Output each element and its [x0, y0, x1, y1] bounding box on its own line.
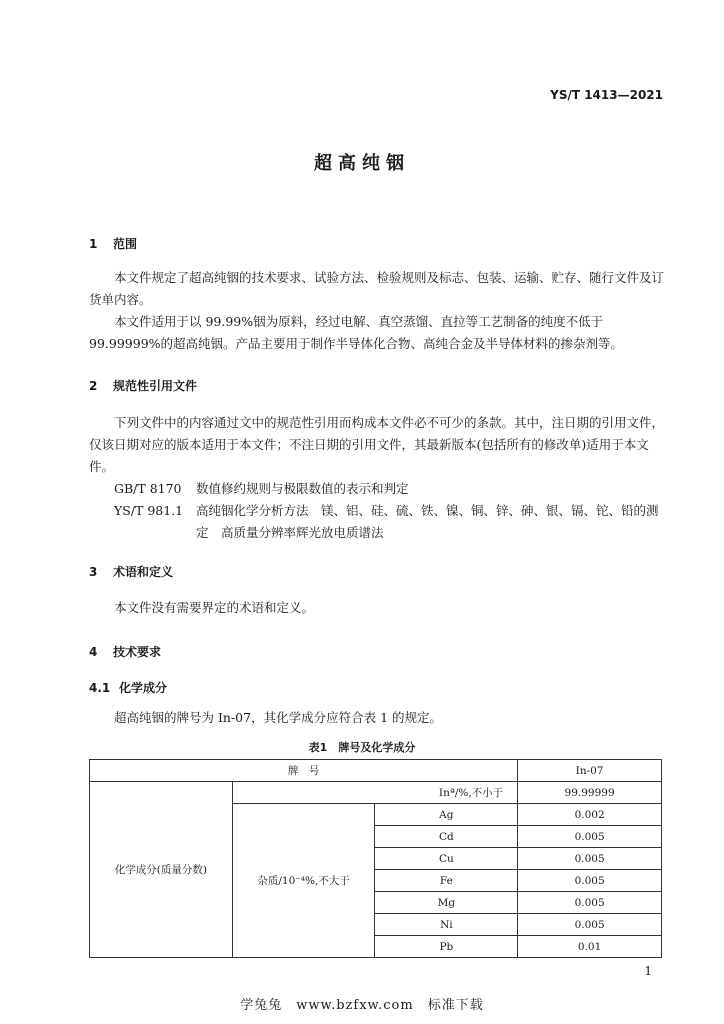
table-row — [90, 782, 662, 804]
reference-item — [114, 500, 664, 544]
value-cell: 0.005 — [518, 870, 662, 892]
table-header-row — [90, 760, 662, 782]
grade-composition-table — [89, 759, 662, 958]
row-group-label: 化学成分(质量分数) — [90, 782, 233, 958]
section-number: 4.1 — [89, 681, 111, 695]
reference-title: 数值修约规则与极限数值的表示和判定 — [196, 481, 409, 496]
element-cell: Ag — [375, 804, 518, 826]
section-title: 化学成分 — [119, 681, 168, 695]
standard-number: YS/T 1413—2021 — [550, 88, 663, 102]
watermark-footer: 学兔兔 www.bzfxw.com 标准下载 — [240, 998, 484, 1013]
indium-purity-value: 99.99999 — [518, 782, 662, 804]
header-cell-grade-label: 牌 号 — [90, 760, 518, 782]
element-cell: Mg — [375, 892, 518, 914]
section-heading-terms — [89, 563, 173, 580]
section-title: 规范性引用文件 — [113, 379, 198, 393]
impurity-label: 杂质/10⁻⁴%,不大于 — [232, 804, 375, 958]
value-cell: 0.005 — [518, 892, 662, 914]
header-cell-grade: In-07 — [518, 760, 662, 782]
element-cell: Fe — [375, 870, 518, 892]
value-cell: 0.005 — [518, 914, 662, 936]
value-cell: 0.01 — [518, 936, 662, 958]
section-title: 术语和定义 — [113, 565, 174, 579]
section-title: 范围 — [113, 237, 138, 251]
section-title: 技术要求 — [113, 645, 162, 659]
element-cell: Cd — [375, 826, 518, 848]
section-heading-scope — [89, 235, 137, 252]
chemical-composition-paragraph: 超高纯铟的牌号为 In-07，其化学成分应符合表 1 的规定。 — [114, 710, 442, 725]
document-title: 超高纯铟 — [314, 153, 410, 174]
section-number: 1 — [89, 237, 98, 251]
scope-paragraph-1: 本文件规定了超高纯铟的技术要求、试验方法、检验规则及标志、包装、运输、贮存、随行文件及订货单内容。 — [89, 270, 665, 307]
scope-paragraph-2: 本文件适用于以 99.99%铟为原料，经过电解、真空蒸馏、直拉等工艺制备的纯度不低于 99.99999%的超高纯铟。产品主要用于制作半导体化合物、高纯合金及半导体材料的掺杂剂等。 — [89, 314, 624, 351]
reference-item — [114, 478, 409, 500]
terms-paragraph: 本文件没有需要界定的术语和定义。 — [114, 600, 315, 615]
section-number: 2 — [89, 379, 98, 393]
element-cell: Cu — [375, 848, 518, 870]
page-number: 1 — [644, 964, 652, 978]
references-intro-paragraph: 下列文件中的内容通过文中的规范性引用而构成本文件必不可少的条款。其中，注日期的引用文件，仅该日期对应的版本适用于本文件；不注日期的引用文件，其最新版本(包括所有的修改单)适用于本文件。 — [89, 415, 665, 474]
element-cell: Pb — [375, 936, 518, 958]
reference-code: GB/T 8170 — [114, 481, 182, 496]
value-cell: 0.002 — [518, 804, 662, 826]
section-heading-normative-references — [89, 377, 197, 394]
indium-purity-label: Inª/%,不小于 — [232, 782, 517, 804]
value-cell: 0.005 — [518, 826, 662, 848]
section-heading-technical-requirements — [89, 643, 161, 660]
reference-title: 高纯铟化学分析方法 镁、铝、硅、硫、铁、镍、铜、锌、砷、银、镉、铊、铅的测定 高质量分辨率辉光放电质谱法 — [196, 503, 659, 540]
reference-code: YS/T 981.1 — [114, 503, 184, 518]
table-caption: 表1 牌号及化学成分 — [308, 741, 416, 754]
element-cell: Ni — [375, 914, 518, 936]
value-cell: 0.005 — [518, 848, 662, 870]
subsection-heading-chemical-composition — [89, 679, 167, 696]
section-number: 3 — [89, 565, 98, 579]
section-number: 4 — [89, 645, 98, 659]
